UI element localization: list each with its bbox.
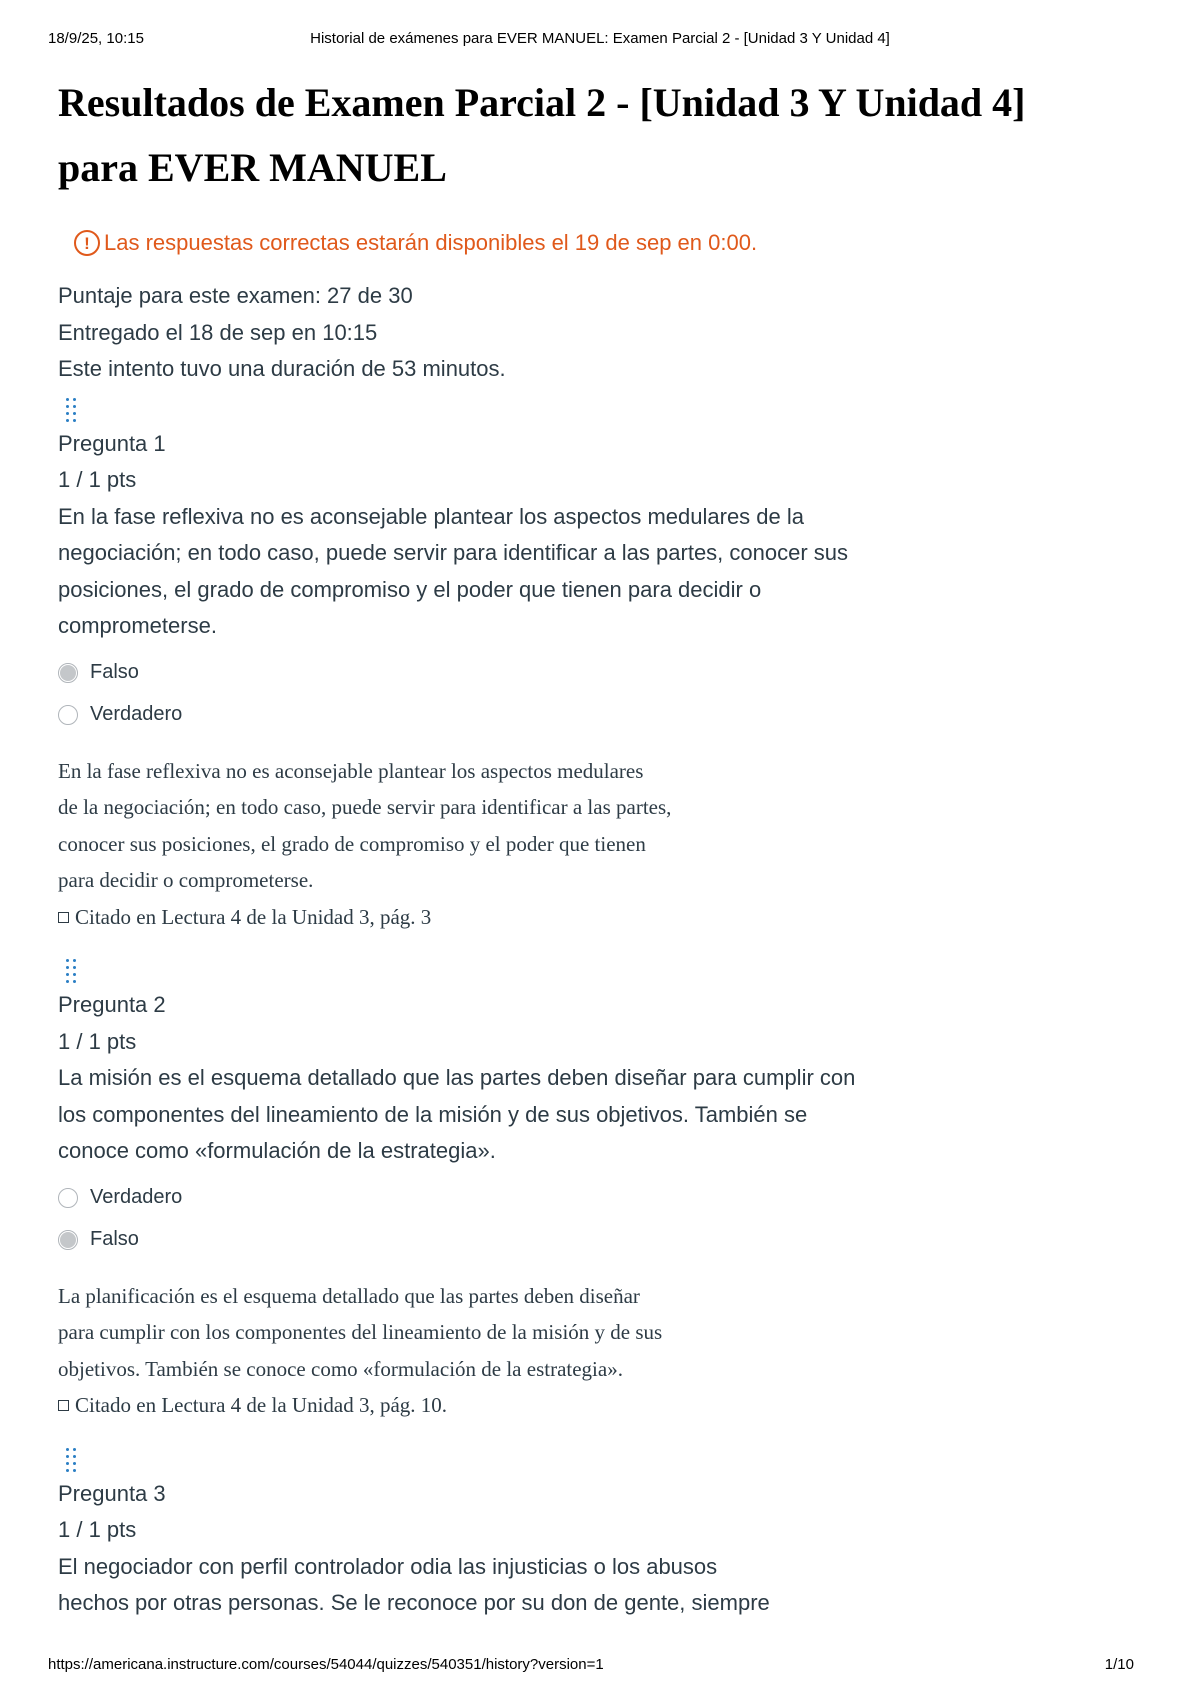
answer-feedback bbox=[58, 753, 878, 936]
question-text-line: El negociador con perfil controlador odia las injusticias o los abusos bbox=[58, 1553, 718, 1579]
feedback-line: conocer sus posiciones, el grado de compromiso y el poder que tienen bbox=[58, 831, 646, 856]
question-points: 1 / 1 pts bbox=[58, 1028, 137, 1054]
page-title bbox=[58, 70, 1148, 200]
answer-label: Falso bbox=[90, 661, 139, 683]
feedback-line: de la negociación; en todo caso, puede servir para identificar a las partes, bbox=[58, 795, 672, 819]
quiz-summary bbox=[58, 278, 1148, 388]
notice-text: Las respuestas correctas estarán disponibles el 19 de sep en 0:00. bbox=[104, 230, 758, 255]
drag-handle-icon[interactable] bbox=[64, 957, 84, 987]
radio-empty-icon[interactable] bbox=[58, 1188, 78, 1208]
answer-option[interactable] bbox=[58, 1220, 1148, 1260]
page-title-line2: para EVER MANUEL bbox=[58, 145, 447, 190]
print-footer bbox=[48, 1656, 1152, 1678]
answer-label: Falso bbox=[90, 1228, 139, 1250]
question-text: La misión es el esquema detallado que las partes deben diseñar para cumplir con los componentes del lineamiento de la misión y de sus objetivos. También se conoce como «formulación de la estrategia». bbox=[58, 1065, 856, 1163]
score-text: Puntaje para este examen: 27 de 30 bbox=[58, 283, 413, 308]
main-content bbox=[58, 70, 1148, 1622]
feedback-line: para decidir o comprometerse. bbox=[58, 868, 314, 892]
citation-text: Citado en Lectura 4 de la Unidad 3, pág. 10. bbox=[75, 1393, 448, 1417]
answer-option[interactable] bbox=[58, 653, 1148, 693]
duration-text: Este intento tuvo una duración de 53 minutos. bbox=[58, 356, 506, 381]
bullet-box-icon bbox=[58, 912, 69, 923]
submitted-text: Entregado el 18 de sep en 10:15 bbox=[58, 319, 378, 345]
radio-selected-icon[interactable] bbox=[58, 663, 78, 683]
question-text-line: hechos por otras personas. Se le reconoce por su don de gente, siempre bbox=[58, 1590, 770, 1615]
question-points: 1 / 1 pts bbox=[58, 467, 137, 492]
question-3 bbox=[58, 1446, 1148, 1622]
radio-empty-icon[interactable] bbox=[58, 705, 78, 725]
feedback-line: La planificación es el esquema detallado que las partes deben diseñar bbox=[58, 1283, 640, 1308]
answer-label: Verdadero bbox=[90, 703, 183, 725]
question-2 bbox=[58, 957, 1148, 1424]
radio-selected-icon[interactable] bbox=[58, 1230, 78, 1250]
feedback-line: para cumplir con los componentes del lineamiento de la misión y de sus bbox=[58, 1320, 663, 1344]
page-title-line1: Resultados de Examen Parcial 2 - [Unidad 3 Y Unidad 4] bbox=[58, 80, 1026, 125]
print-header bbox=[48, 30, 1152, 52]
drag-handle-icon[interactable] bbox=[64, 1446, 84, 1476]
question-points: 1 / 1 pts bbox=[58, 1517, 137, 1542]
drag-handle-icon[interactable] bbox=[64, 396, 84, 426]
question-title: Pregunta 3 bbox=[58, 1480, 166, 1506]
answer-feedback bbox=[58, 1278, 878, 1424]
page-number: 1/10 bbox=[1104, 1656, 1134, 1673]
answer-option[interactable] bbox=[58, 695, 1148, 735]
feedback-line: objetivos. También se conoce como «formulación de la estrategia». bbox=[58, 1356, 623, 1381]
answers-availability-notice bbox=[74, 226, 1148, 260]
question-text: En la fase reflexiva no es aconsejable plantear los aspectos medulares de la negociación; en todo caso, puede servir para identificar a las partes, conocer sus posiciones, el grado de compromiso y el poder que tienen para decidir o comprometerse. bbox=[58, 503, 849, 638]
print-page-title: Historial de exámenes para EVER MANUEL: Examen Parcial 2 - [Unidad 3 Y Unidad 4] bbox=[310, 30, 890, 47]
question-title: Pregunta 2 bbox=[58, 992, 166, 1017]
feedback-line: En la fase reflexiva no es aconsejable plantear los aspectos medulares bbox=[58, 758, 644, 783]
bullet-box-icon bbox=[58, 1400, 69, 1411]
feedback-citation bbox=[58, 1387, 878, 1424]
answer-label: Verdadero bbox=[90, 1186, 183, 1208]
page-url[interactable]: https://americana.instructure.com/courses/54044/quizzes/540351/history?version=1 bbox=[48, 1656, 604, 1673]
warning-circle-icon: ! bbox=[74, 230, 100, 256]
print-date: 18/9/25, 10:15 bbox=[48, 30, 144, 47]
question-text bbox=[58, 1549, 878, 1622]
question-1 bbox=[58, 396, 1148, 936]
feedback-citation bbox=[58, 899, 878, 936]
answer-option[interactable] bbox=[58, 1178, 1148, 1218]
citation-text: Citado en Lectura 4 de la Unidad 3, pág. 3 bbox=[75, 904, 432, 929]
question-title: Pregunta 1 bbox=[58, 430, 166, 456]
